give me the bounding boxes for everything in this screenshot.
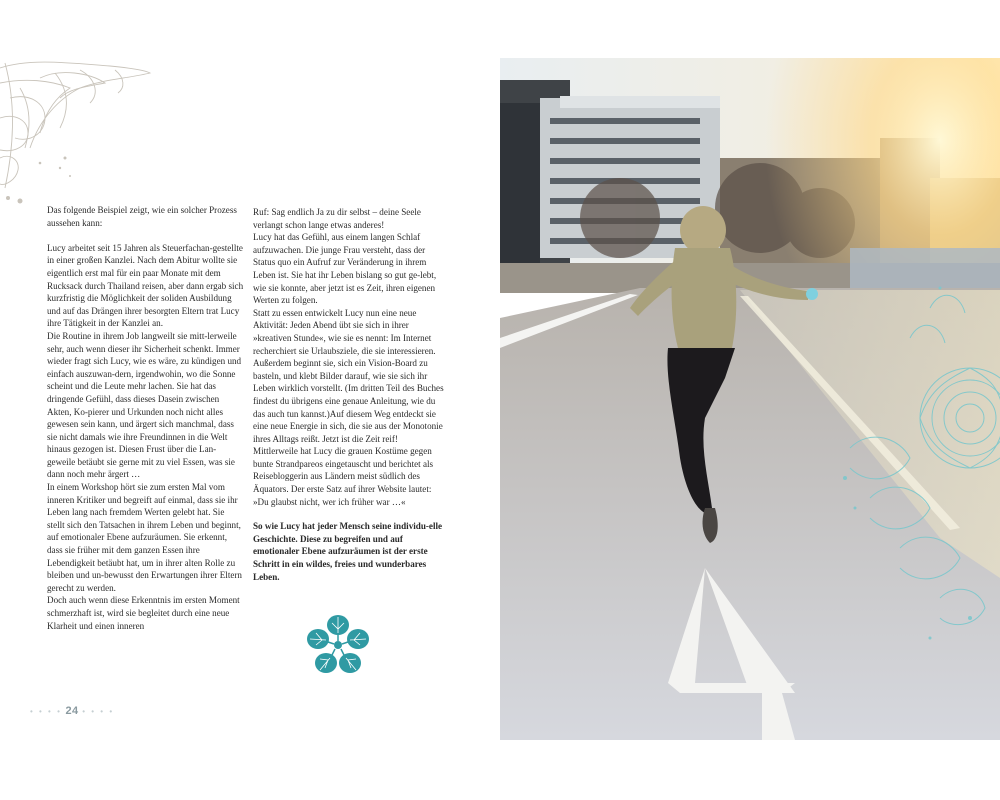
paragraph: Die Routine in ihrem Job langweilt sie mitt-lerweile sehr, auch wenn dieser ihr Sicherheit schenkt. Immer wieder fragt sich Lucy, wie es wäre, zu kündigen und einfach auszuwan-dern, irgendwohin, wo die Sonne scheint und die Leute mehr lachen. Sie hat das dringende Gefühl, dass dieses Dasein zwischen Akten, Ko-pierer und Urkunden noch nicht alles gewesen sein kann, und ärgert sich manchmal, dass sie nicht damals wie ihre Freundinnen in die Welt hinaus gezogen ist. Diesen Frust über die Lan-geweile betäubt sie gerne mit zu viel Essen, was sie dann noch mehr ärgert …	[47, 330, 242, 480]
folio-dots-right: • • • •	[82, 707, 115, 716]
left-page	[0, 58, 498, 740]
page-number-value: 24	[65, 705, 79, 717]
summary-paragraph: So wie Lucy hat jeder Mensch seine individu-elle Geschichte. Diese zu begreifen und auf emotionaler Ebene aufzuräumen ist der erste Schritt in ein wildes, freies und wunderbares Leben.	[253, 521, 443, 582]
paragraph: Doch auch wenn diese Erkenntnis im ersten Moment schmerzhaft ist, wird sie begleitet durch eine neue Klarheit und einen inneren	[47, 595, 240, 631]
photo-girl-jumping-on-road	[500, 58, 1000, 740]
text-column-2	[253, 206, 448, 583]
flower-ornament-icon	[306, 613, 370, 675]
paragraph: Statt zu essen entwickelt Lucy nun eine neue Aktivität: Jeden Abend übt sie sich in ihrer »kreativen Stunde«, wie sie es nennt: Im Internet recherchiert sie Urlaubsziele, die sie interessieren. Außerdem beginnt sie, sich ein Vision-Board zu basteln, und klebt Bilder darauf, wie sie sich ihr Leben wirklich vorstellt. (Im dritten Teil des Buches findest du übrigens eine genaue Anleitung, wie du das auch tun kannst.)Auf diesem Weg entdeckt sie eine neue Energie in sich, die sie aus der Monotonie ihres Alltags reißt. Jetzt ist die Zeit reif!	[253, 307, 444, 444]
right-page	[500, 58, 1000, 740]
paragraph: In einem Workshop hört sie zum ersten Mal vom inneren Kritiker und begreift auf einmal, dass sie ihr Leben lang nach fremdem Werten gelebt hat. Sie stellt sich den Tatsachen in ihrem Leben und beginnt, auf emotionaler Ebene aufzuräumen. Sie erkennt, dass sie früher mit dem ganzen Essen ihre Lebendigkeit betäubt hat, um in ihrer alten Rolle zu bleiben und un-bewusst den Erwartungen ihrer Eltern gerecht zu werden.	[47, 482, 242, 593]
paragraph-spacer	[47, 229, 244, 242]
paragraph: Lucy arbeitet seit 15 Jahren als Steuerfachan-gestellte in einer großen Kanzlei. Nach dem Abitur wollte sie eigentlich erst mal für ein paar Monate mit dem Rucksack durch Thailand reisen, aber dann ergab sich kurzfristig die Möglichkeit der soliden Ausbildung und auf das Drängen ihrer besorgten Eltern trat Lucy ihre Tätigkeit in der Kanzlei an.	[47, 242, 244, 329]
paragraph: Lucy hat das Gefühl, aus einem langen Schlaf aufzuwachen. Die junge Frau versteht, dass der Status quo ein Aufruf zur Veränderung in ihrem Leben ist. Sie hat ihr Leben bislang so gut ge-lebt, wie sie konnte, aber jetzt ist es Zeit, ihren eigenen Werten zu folgen.	[253, 232, 437, 306]
folio-dots-left: • • • •	[30, 707, 62, 716]
corner-ornament-icon	[0, 58, 160, 208]
text-column-1	[47, 204, 244, 632]
paragraph: Das folgende Beispiel zeigt, wie ein solcher Prozess aussehen kann:	[47, 205, 237, 228]
paragraph: Mittlerweile hat Lucy die grauen Kostüme gegen bunte Strandpareos eingetauscht und berichtet als Reisebloggerin aus Ländern meist südlich des Äquators. Der erste Satz auf ihrer Website lautet: »Du glaubst nicht, wer ich früher war …«	[253, 446, 434, 507]
page-number	[30, 705, 114, 717]
paragraph: Ruf: Sag endlich Ja zu dir selbst – deine Seele verlangt schon lange etwas anderes!	[253, 207, 421, 230]
